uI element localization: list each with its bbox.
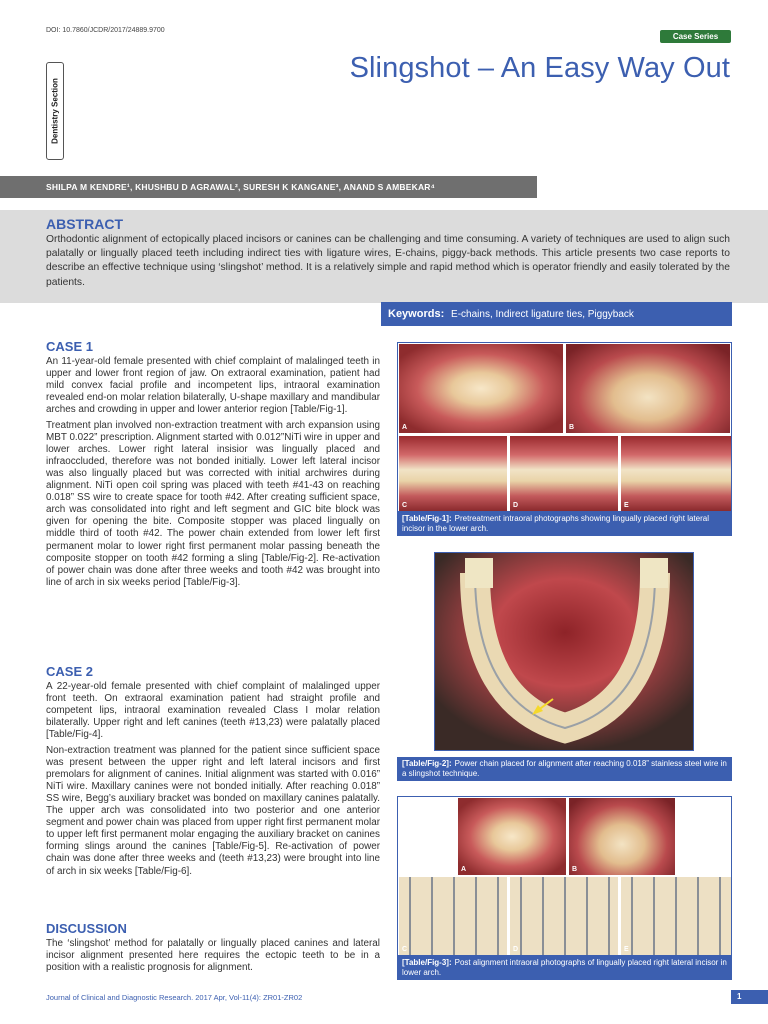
article-title: Slingshot – An Easy Way Out <box>349 52 730 84</box>
journal-footer: Journal of Clinical and Diagnostic Research. 2017 Apr, Vol-11(4): ZR01-ZR02 <box>46 993 303 1002</box>
keywords-label: Keywords: <box>388 308 445 320</box>
fig1-label-e: E <box>624 502 629 509</box>
article-type-badge: Case Series <box>660 30 731 43</box>
fig1-label-b: B <box>569 424 575 431</box>
figure-1 <box>397 342 732 512</box>
fig1-photo-b <box>566 344 730 433</box>
fig1-caption-text: Pretreatment intraoral photographs showing lingually placed right lateral incisor in the lower arch. <box>402 514 709 533</box>
author-list: SHILPA M KENDRE¹, KHUSHBU D AGRAWAL², SURESH K KANGANE³, ANAND S AMBEKAR⁴ <box>0 176 537 198</box>
discussion-heading: DISCUSSION <box>46 921 127 936</box>
fig1-photo-c <box>399 436 507 511</box>
page-number: 1 <box>731 990 768 1004</box>
abstract-box <box>0 210 768 303</box>
fig1-label-d: D <box>513 502 519 509</box>
fig2-caption-ref: [Table/Fig-2]: <box>402 759 452 768</box>
fig3-caption-text: Post alignment intraoral photographs of lingually placed right lateral incisor in lower arch. <box>402 958 727 977</box>
fig1-caption-ref: [Table/Fig-1]: <box>402 514 452 523</box>
section-label: Dentistry Section <box>50 78 60 144</box>
case1-heading: CASE 1 <box>46 339 93 354</box>
keywords-bar <box>381 302 732 326</box>
fig3-label-d: D <box>513 946 519 953</box>
fig2-caption <box>397 757 732 781</box>
fig1-caption <box>397 512 732 536</box>
fig2-caption-text: Power chain placed for alignment after reaching 0.018” stainless steel wire in a slingshot technique. <box>402 759 727 778</box>
fig3-photo-b <box>569 798 675 875</box>
case1-paragraph-1: An 11-year-old female presented with chief complaint of malalinged teeth in upper and lower front region of jaw. On extraoral examination, patient had mild convex facial profile and incompetent lips, intraoral examination revealed end-on molar relation bilaterally, U-shape maxillary and mandibular arches and crowding in upper and lower anterior region [Table/Fig-1]. <box>46 356 380 416</box>
fig1-photo-a <box>399 344 563 433</box>
fig3-photo-a <box>458 798 566 875</box>
fig2-photo <box>435 553 694 751</box>
fig3-label-b: B <box>572 866 578 873</box>
fig3-label-c: C <box>402 946 408 953</box>
discussion-section <box>46 923 380 977</box>
case2-heading: CASE 2 <box>46 664 93 679</box>
case1-paragraph-2: Treatment plan involved non-extraction treatment with arch expansion using MBT 0.022” prescription. Alignment started with 0.012”NiTi wire in upper and lower arches. Lower right lateral insisior was lingually placed and infraoccluded, therefore was not bonded initially. Lower left lateral incisor was also lingually placed but was corrected with initial archwires during alignment. NiTi open coil spring was placed with teeth #41-43 on reaching 0.018” SS wire to create space for tooth #42. After creating sufficient space, arch was consolidated into right and left segment and GIC bite block was given for opening the bite. Composite stopper was placed lingually on middle third of tooth #42. The power chain extended from lower left first permanent molar to lower right first permanent molar passing beneath the composite stopper on tooth #42 forming a sling [Table/Fig-2]. Re-activation of power chain was done after three weeks and tooth #42 was brought into line of arch in six weeks period [Table/Fig-3]. <box>46 419 380 588</box>
fig1-photo-e <box>621 436 731 511</box>
figure-2 <box>434 552 694 751</box>
fig3-caption-ref: [Table/Fig-3]: <box>402 958 452 967</box>
abstract-text: Orthodontic alignment of ectopically placed incisors or canines can be challenging and time consuming. A variety of techniques are used to align such palatally or lingually placed teeth including indirect ties with ligature wires, E-chains, piggy-back methods. This article presents two case reports to describe an effective technique using ‘slingshot’ method. It is a relatively simple and rapid method which is operator friendly and easily tolerated by the patients. <box>46 234 730 288</box>
section-tab <box>46 62 64 160</box>
fig3-photo-e <box>621 877 731 955</box>
case2-paragraph-2: Non-extraction treatment was planned for the patient since sufficient space was present between the upper right and left lateral incisors and first premolars for alignment of canines. Initial alignment was started with 0.016” NiTi wire. Maxillary canines were not bonded initially. After reaching 0.018” SS wire, Begg’s auxiliary bracket was bonded on maxillary canines palatally. The upper arch was consolidated into two posterior and one anterior segment and power chain was placed from upper right first permanent molar to upper left first permanent molar engaging the auxiliary bracket on canines forming slings around the canines [Table/Fig-5]. Re-activation of power chain was done after three weeks and (teeth #13,23) were brought into line of arch in six weeks [Table/Fig-6]. <box>46 744 380 877</box>
fig1-label-c: C <box>402 502 408 509</box>
fig3-label-e: E <box>624 946 629 953</box>
figure-3 <box>397 796 732 956</box>
doi: DOI: 10.7860/JCDR/2017/24889.9700 <box>46 27 165 34</box>
case1-section <box>46 341 380 592</box>
fig3-label-a: A <box>461 866 467 873</box>
case2-section <box>46 666 380 881</box>
keywords-text: E-chains, Indirect ligature ties, Piggyback <box>451 309 634 320</box>
discussion-paragraph-1: The ‘slingshot’ method for palatally or lingually placed canines and lateral incisor alignment presented here requires the ectopic teeth to be in a position with a realistic prognosis for alignment. <box>46 938 380 974</box>
fig1-photo-d <box>510 436 618 511</box>
fig3-caption <box>397 956 732 980</box>
fig3-photo-d <box>510 877 618 955</box>
fig3-photo-c <box>399 877 507 955</box>
case2-paragraph-1: A 22-year-old female presented with chief complaint of malalinged upper front teeth. On extraoral examination patient had straight profile and competent lips, intraoral examination revealed Class I molar relation bilaterally. Upper right and left canines (teeth #13,23) were palatally placed [Table/Fig-4]. <box>46 681 380 741</box>
abstract-heading: ABSTRACT <box>46 216 123 232</box>
fig1-label-a: A <box>402 424 408 431</box>
